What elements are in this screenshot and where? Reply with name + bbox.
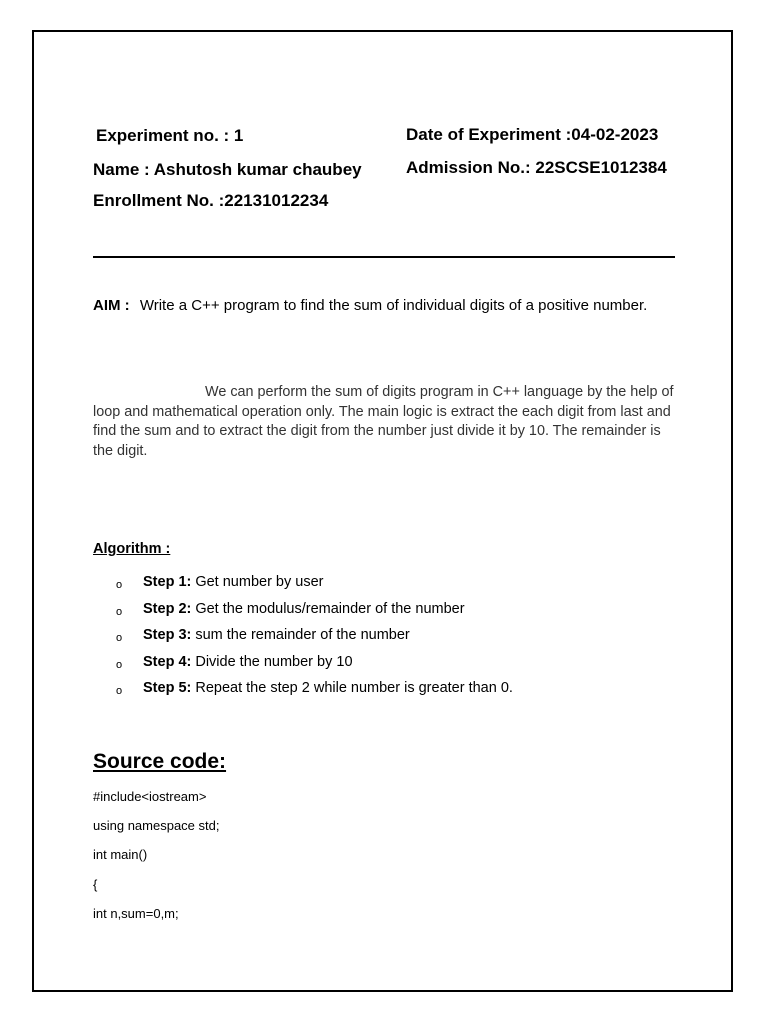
header-divider xyxy=(93,256,675,258)
bullet-icon: o xyxy=(116,579,123,591)
experiment-date: Date of Experiment :04-02-2023 xyxy=(406,125,659,144)
list-item xyxy=(116,601,513,628)
bullet-icon: o xyxy=(116,685,123,697)
aim-section xyxy=(93,294,673,317)
algorithm-steps-list xyxy=(116,574,513,707)
code-line: int main() xyxy=(93,847,148,863)
source-code-block xyxy=(93,789,219,935)
list-item xyxy=(116,680,513,707)
code-line: #include<iostream> xyxy=(93,789,207,804)
step-text: sum the remainder of the number xyxy=(195,627,410,643)
description-paragraph xyxy=(93,383,678,461)
step-text: Repeat the step 2 while number is greater than 0. xyxy=(195,680,513,696)
admission-number: Admission No.: 22SCSE1012384 xyxy=(406,158,667,177)
step-label: Step 5: xyxy=(143,680,192,696)
list-item xyxy=(116,574,513,601)
aim-text: Write a C++ program to find the sum of individual digits of a positive number. xyxy=(139,297,648,314)
step-text: Divide the number by 10 xyxy=(195,653,353,670)
student-name: Name : Ashutosh kumar chaubey xyxy=(93,160,362,179)
bullet-icon: o xyxy=(116,632,123,644)
bullet-icon: o xyxy=(116,605,123,618)
bullet-icon: o xyxy=(116,658,123,671)
step-label: Step 4: xyxy=(143,653,192,670)
description-text: We can perform the sum of digits program in C++ language by the help of loop and mathematical operation only. The main logic is extract the each digit from last and find the sum and to extract the digit from the number just divide it by 10. The remainder is the digit. xyxy=(93,384,674,459)
enrollment-number: Enrollment No. :22131012234 xyxy=(93,191,329,210)
code-line: { xyxy=(93,876,98,892)
code-line: int n,sum=0,m; xyxy=(93,905,179,921)
algorithm-heading: Algorithm : xyxy=(93,541,171,557)
step-label: Step 2: xyxy=(143,600,192,617)
list-item xyxy=(116,627,513,654)
code-line: using namespace std; xyxy=(93,818,220,834)
experiment-number: Experiment no. : 1 xyxy=(96,126,244,145)
source-code-heading: Source code: xyxy=(93,750,227,773)
step-text: Get the modulus/remainder of the number xyxy=(195,600,465,617)
step-label: Step 1: xyxy=(143,574,192,590)
step-text: Get number by user xyxy=(195,574,324,590)
aim-label: AIM : xyxy=(93,297,130,314)
step-label: Step 3: xyxy=(143,627,192,643)
list-item xyxy=(116,654,513,681)
